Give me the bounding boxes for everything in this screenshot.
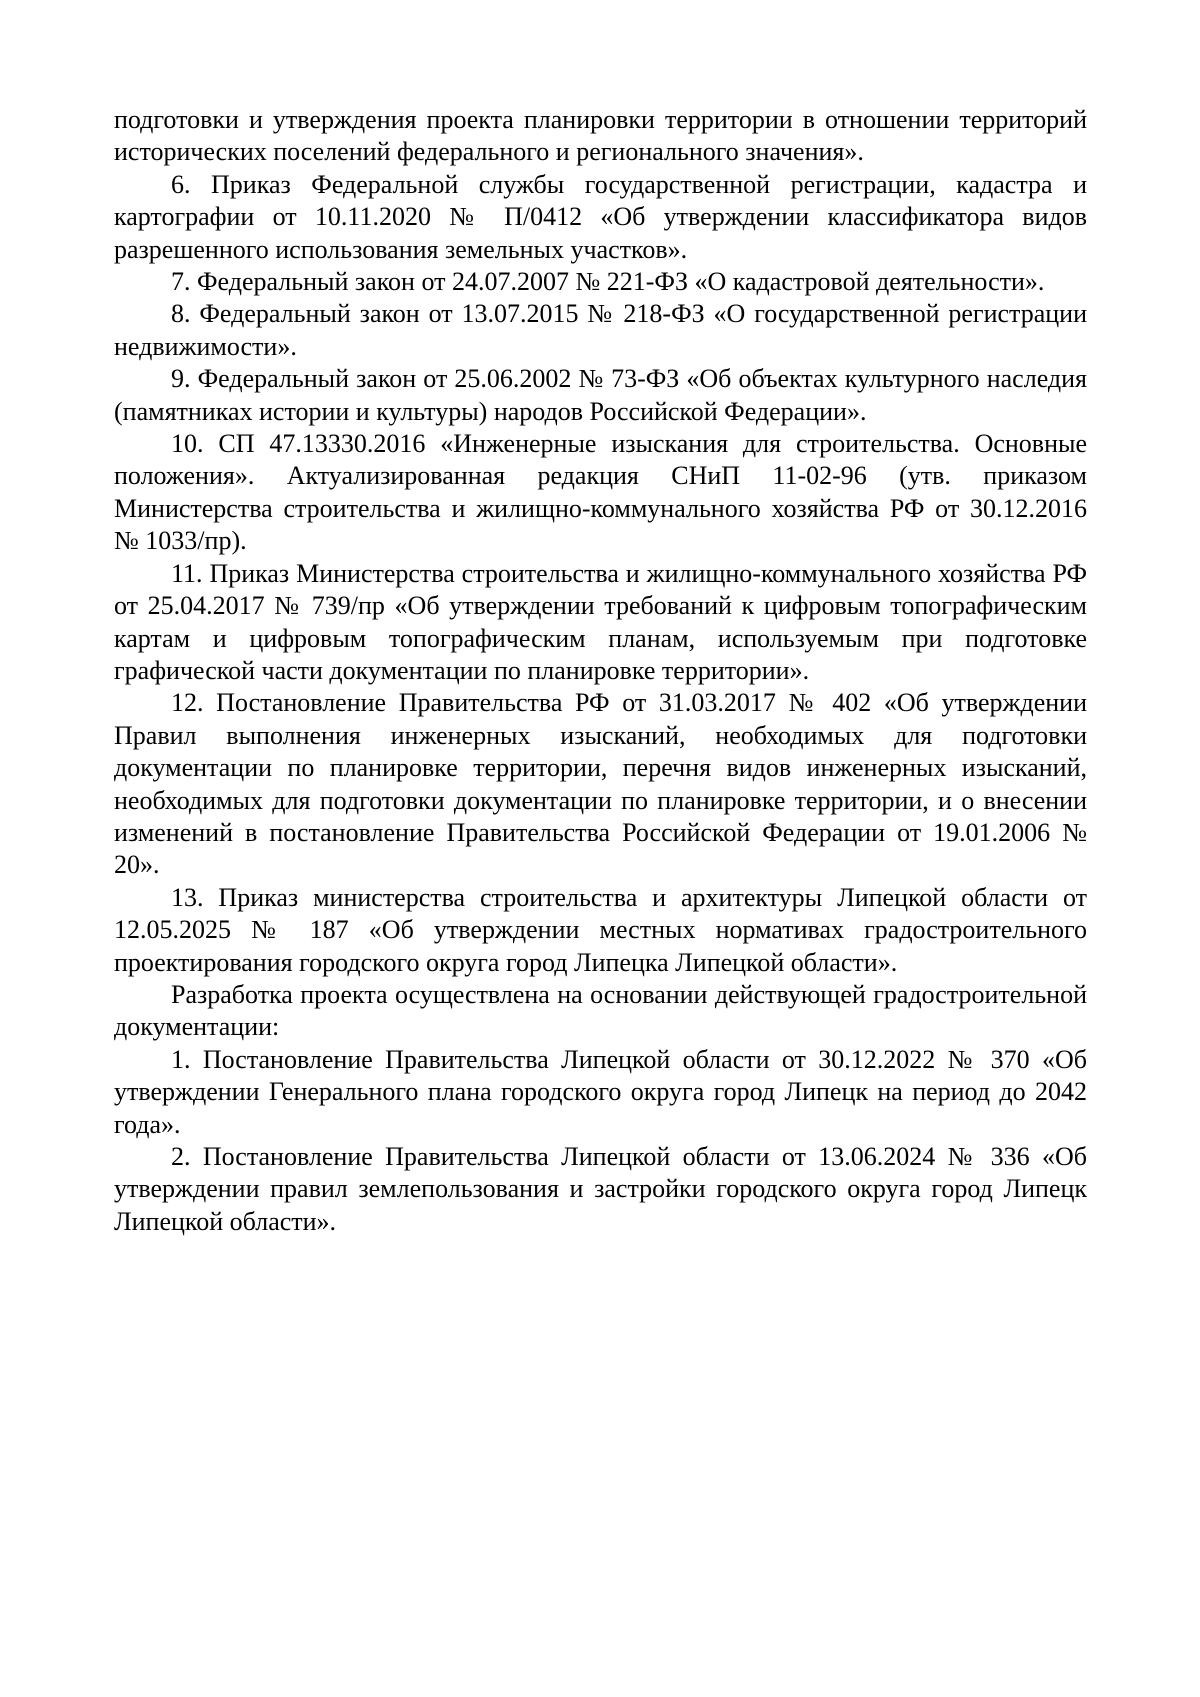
list-item-13: [114, 882, 1087, 979]
list-item-basis-2: [114, 1141, 1087, 1238]
list-number: 9.: [171, 364, 191, 394]
list-item-10: [114, 428, 1087, 558]
list-number: 7.: [171, 267, 191, 297]
paragraph-text: Приказ министерства строительства и архитектуры Липецкой области от 12.05.2025 № 187 «Об утверждении местных нормативах градостроительного проектирования городского округа город Липецка Липецкой области».: [114, 882, 1087, 977]
paragraph-text: подготовки и утверждения проекта планировки территории в отношении территорий исторических поселений федерального и регионального значения».: [114, 105, 1087, 167]
paragraph-text: Приказ Федеральной службы государственной регистрации, кадастра и картографии от 10.11.2020 № П/0412 «Об утверждении классификатора видов разрешенного использования земельных участков».: [114, 169, 1087, 264]
list-item-9: [114, 363, 1087, 428]
list-number: 12.: [171, 688, 204, 718]
list-number: 1.: [171, 1044, 191, 1074]
paragraph-continuation: [114, 104, 1087, 169]
paragraph-text: Постановление Правительства Липецкой области от 30.12.2022 № 370 «Об утверждении Генерального плана городского округа город Липецк на период до 2042 года».: [114, 1044, 1087, 1139]
list-number: 2.: [171, 1142, 191, 1171]
list-number: 8.: [171, 299, 191, 329]
list-item-12: [114, 687, 1087, 881]
document-page: [114, 104, 1087, 1238]
paragraph-text: Федеральный закон от 25.06.2002 № 73-ФЗ «Об объектах культурного наследия (памятниках истории и культуры) народов Российской Федерации».: [114, 364, 1087, 426]
paragraph-text: Федеральный закон от 13.07.2015 № 218-ФЗ «О государственной регистрации недвижимости».: [114, 299, 1087, 361]
list-item-11: [114, 558, 1087, 688]
list-number: 10.: [171, 429, 204, 459]
list-item-8: [114, 298, 1087, 363]
paragraph-text: Приказ Министерства строительства и жилищно-коммунального хозяйства РФ от 25.04.2017 № 739/пр «Об утверждении требований к цифровым топографическим картам и цифровым топографическим планам, используемым при подготовке графической части документации по планировке территории».: [114, 558, 1087, 685]
list-item-basis-1: [114, 1044, 1087, 1141]
paragraph-text: Постановление Правительства Липецкой области от 13.06.2024 № 336 «Об утверждении правил землепользования и застройки городского округа город Липецк Липецкой области».: [114, 1142, 1087, 1236]
paragraph-text: СП 47.13330.2016 «Инженерные изыскания для строительства. Основные положения». Актуализированная редакция СНиП 11-02-96 (утв. приказом Министерства строительства и жилищно-коммунального хозяйства РФ от 30.12.2016 № 1033/пр).: [114, 429, 1087, 556]
list-item-7: [114, 266, 1087, 298]
paragraph-text: Федеральный закон от 24.07.2007 № 221-ФЗ «О кадастровой деятельности».: [197, 267, 1045, 297]
list-item-6: [114, 169, 1087, 266]
list-number: 6.: [171, 169, 191, 199]
list-number: 11.: [171, 558, 203, 588]
paragraph-text: Разработка проекта осуществлена на основании действующей градостроительной документации:: [114, 979, 1087, 1042]
paragraph-text: Постановление Правительства РФ от 31.03.2017 № 402 «Об утверждении Правил выполнения инженерных изысканий, необходимых для подготовки документации по планировке территории, перечня видов инженерных изысканий, необходимых для подготовки документации по планировке территории, и о внесении изменений в постановление Правительства Российской Федерации от 19.01.2006 № 20».: [114, 688, 1088, 880]
paragraph-basis: [114, 979, 1087, 1044]
list-number: 13.: [171, 882, 204, 912]
